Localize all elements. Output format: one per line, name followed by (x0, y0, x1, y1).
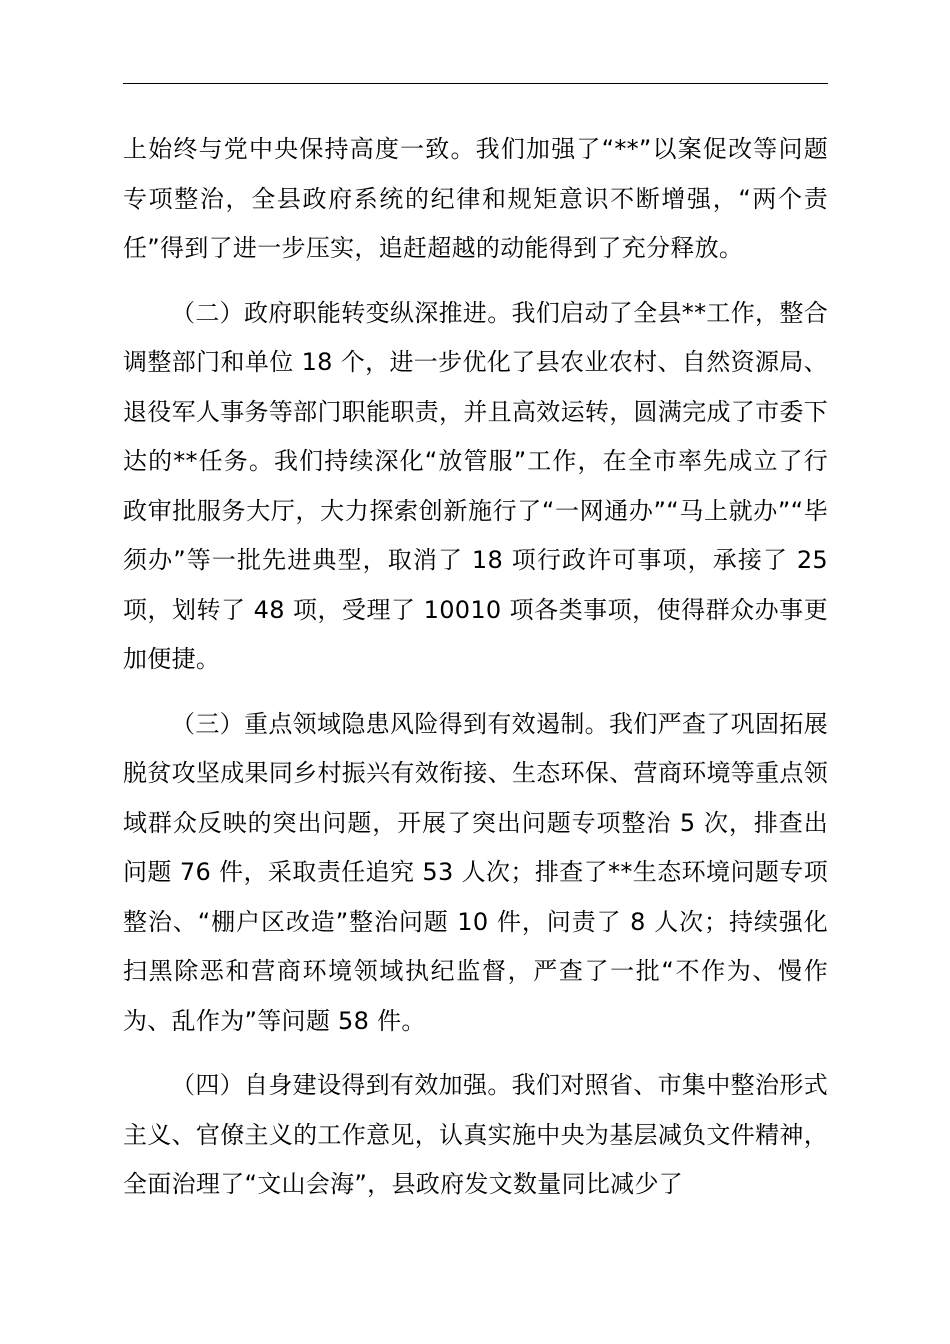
document-body (123, 125, 828, 1210)
paragraph-section-4: （四）自身建设得到有效加强。我们对照省、市集中整治形式主义、官僚主义的工作意见，认真实施中央为基层减负文件精神，全面治理了“文山会海”，县政府发文数量同比减少了 (123, 1071, 828, 1198)
paragraph-section-2: （二）政府职能转变纵深推进。我们启动了全县**工作，整合调整部门和单位 18 个，进一步优化了县农业农村、自然资源局、退役军人事务等部门职能职责，并且高效运转，圆满完成了市委下达的**任务。我们持续深化“放管服”工作，在全市率先成立了行政审批服务大厅，大力探索创新施行了“一网通办”“马上就办”“毕须办”等一批先进典型，取消了 18 项行政许可事项，承接了 25 项，划转了 48 项，受理了 10010 项各类事项，使得群众办事更加便捷。 (123, 298, 828, 673)
header-rule (123, 83, 828, 84)
paragraph-continuation: 上始终与党中央保持高度一致。我们加强了“**”以案促改等问题专项整治，全县政府系统的纪律和规矩意识不断增强，“两个责任”得到了进一步压实，追赶超越的动能得到了充分释放。 (123, 135, 828, 262)
paragraph-section-3: （三）重点领域隐患风险得到有效遏制。我们严查了巩固拓展脱贫攻坚成果同乡村振兴有效衔接、生态环保、营商环境等重点领域群众反映的突出问题，开展了突出问题专项整治 5 次，排查出问题 76 件，采取责任追究 53 人次；排查了**生态环境问题专项整治、“棚户区改造”整治问题 10 件，问责了 8 人次；持续强化扫黑除恶和营商环境领域执纪监督，严查了一批“不作为、慢作为、乱作为”等问题 58 件。 (123, 709, 828, 1035)
